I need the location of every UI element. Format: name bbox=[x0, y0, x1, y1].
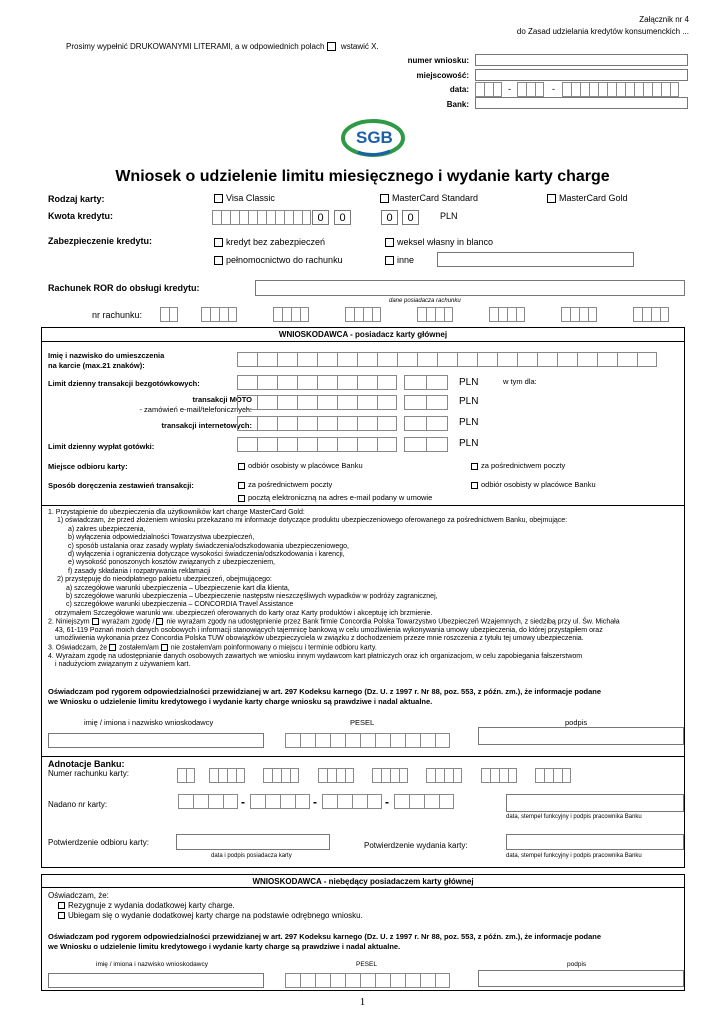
place-field[interactable] bbox=[475, 69, 688, 81]
account-field-5[interactable] bbox=[417, 307, 453, 322]
section-extra-divider bbox=[41, 887, 685, 888]
card-account-field-7[interactable] bbox=[481, 768, 517, 783]
legal-line: a) zakres ubezpieczenia, bbox=[68, 525, 146, 533]
card-no-field-3[interactable] bbox=[322, 794, 382, 809]
security-option-promissory[interactable] bbox=[385, 237, 493, 247]
pickup-option-post-label: za pośrednictwem poczty bbox=[481, 461, 566, 470]
legal-line: i nadużyciom związanym z używaniem kart. bbox=[55, 661, 191, 668]
legal-line: 43, 61-119 Poznań moich danych osobowych i informacji stanowiących tajemnicę bankową w celu umożliwienia wykonywania umowy ubezpieczenia, do której przystąpiłem oraz bbox=[55, 627, 603, 635]
extra-declare-label: Oświadczam, że: bbox=[48, 891, 109, 900]
receipt-field[interactable] bbox=[176, 834, 330, 850]
card-no-dash-1: - bbox=[241, 795, 245, 809]
extra-name-label: imię / imiona i nazwisko wnioskodawcy bbox=[96, 961, 208, 968]
name-on-card-label bbox=[48, 351, 164, 371]
legal-line: 1) oświadczam, że przed złożeniem wniosku przekazano mi informacje dotyczące produktu ubezpieczeniowego oferowanego za pośrednictwem Banku, obejmujące: bbox=[57, 517, 568, 525]
extra-pesel-field[interactable] bbox=[285, 973, 450, 988]
cashless-limit-label: Limit dzienny transakcji bezgotówkowych: bbox=[48, 379, 200, 388]
name-on-card-field[interactable] bbox=[237, 352, 657, 367]
checkbox-icon[interactable] bbox=[214, 194, 223, 203]
extra-option-resign[interactable] bbox=[58, 901, 235, 910]
account-field-1[interactable] bbox=[160, 307, 178, 322]
bank-label: Bank: bbox=[446, 100, 469, 109]
card-account-field-2[interactable] bbox=[209, 768, 245, 783]
statement-option-branch-label: odbiór osobisty w placówce Banku bbox=[481, 480, 596, 489]
credit-currency: PLN bbox=[440, 211, 458, 221]
date-year-field[interactable] bbox=[562, 82, 679, 97]
attachment-note bbox=[517, 14, 689, 38]
consent-line-1 bbox=[48, 618, 688, 627]
informed-yes-checkbox[interactable] bbox=[109, 644, 116, 651]
security-option-poa[interactable] bbox=[214, 255, 343, 265]
checkbox-icon[interactable] bbox=[385, 238, 394, 247]
issue-conf-field[interactable] bbox=[506, 834, 684, 850]
date-label: data: bbox=[449, 85, 469, 94]
card-option-mc-standard-label: MasterCard Standard bbox=[392, 193, 479, 203]
moto-label bbox=[48, 395, 252, 415]
checkbox-icon[interactable] bbox=[380, 194, 389, 203]
checkbox-icon[interactable] bbox=[471, 463, 478, 470]
extra-name-field[interactable] bbox=[48, 973, 264, 988]
account-field-8[interactable] bbox=[633, 307, 669, 322]
card-no-field-4[interactable] bbox=[394, 794, 454, 809]
checkbox-icon[interactable] bbox=[238, 482, 245, 489]
legal-line: c) szczegółowe warunki ubezpieczenia – CONCORDIA Travel Assistance bbox=[66, 601, 294, 609]
sign-name-label: imię / imiona i nazwisko wnioskodawcy bbox=[84, 718, 214, 727]
checkbox-icon[interactable] bbox=[238, 495, 245, 502]
consent-no-label: nie wyrażam zgody na udostępnienie przez Bank firmie Concordia Polska Towarzystwo Ubezpieczeń Wzajemnych, z siedzibą przy ul. Św. Michała bbox=[166, 618, 620, 626]
consent-prefix: 2. Niniejszym bbox=[48, 618, 90, 626]
attachment-line1: Załącznik nr 4 bbox=[639, 15, 689, 24]
place-label: miejscowość: bbox=[416, 71, 469, 80]
internet-limit-field-2[interactable] bbox=[404, 416, 448, 431]
amount-zero-1: 0 bbox=[312, 210, 329, 225]
extra-option-resign-label: Rezygnuje z wydania dodatkowej karty charge. bbox=[68, 901, 235, 910]
holder-sig-caption: data i podpis posiadacza karty bbox=[211, 853, 292, 859]
cash-limit-field[interactable] bbox=[237, 437, 397, 452]
incl-label: w tym dla: bbox=[503, 377, 537, 386]
declaration-line: we Wniosku o udzielenie limitu kredytowego i wydanie karty charge wniosku są prawdziwe i nadal aktualne. bbox=[48, 697, 433, 706]
credit-amount-field[interactable] bbox=[212, 210, 311, 225]
card-option-mc-gold-label: MasterCard Gold bbox=[559, 193, 628, 203]
card-account-field-6[interactable] bbox=[426, 768, 462, 783]
date-sep-1: - bbox=[508, 84, 511, 94]
extra-option-apply-label: Ubiegam się o wydanie dodatkowej karty charge na podstawie odrębnego wniosku. bbox=[68, 911, 363, 920]
moto-label-l2: - zamówień e-mail/telefonicznych: bbox=[139, 405, 252, 414]
security-other-field[interactable] bbox=[437, 252, 634, 267]
attachment-line2: do Zasad udzielania kredytów konsumenckich ... bbox=[516, 27, 689, 36]
legal-line: 1. Przystąpienie do ubezpieczenia dla użytkowników kart charge MasterCard Gold: bbox=[48, 509, 305, 516]
informed-no-checkbox[interactable] bbox=[161, 644, 168, 651]
card-option-mc-standard[interactable] bbox=[380, 193, 478, 203]
card-account-field-8[interactable] bbox=[535, 768, 571, 783]
card-option-mc-gold[interactable] bbox=[547, 193, 628, 203]
extra-option-apply[interactable] bbox=[58, 911, 363, 920]
card-option-visa-label: Visa Classic bbox=[226, 193, 275, 203]
card-account-field-4[interactable] bbox=[318, 768, 354, 783]
statement-label: Sposób doręczenia zestawień transakcji: bbox=[48, 481, 194, 490]
instruction bbox=[66, 42, 379, 51]
date-month-field[interactable] bbox=[517, 82, 544, 97]
ror-owner-caption: dane posiadacza rachunku bbox=[389, 298, 461, 304]
card-no-field-1[interactable] bbox=[178, 794, 238, 809]
insurance-block bbox=[48, 509, 688, 669]
date-sep-2: - bbox=[552, 84, 555, 94]
declaration-main bbox=[48, 687, 688, 707]
credit-amount-label: Kwota kredytu: bbox=[48, 211, 114, 221]
pickup-option-branch[interactable] bbox=[238, 461, 363, 470]
security-option-none-label: kredyt bez zabezpieczeń bbox=[226, 237, 326, 247]
bank-field[interactable] bbox=[475, 97, 688, 109]
security-option-poa-label: pełnomocnictwo do rachunku bbox=[226, 255, 343, 265]
statement-option-email-label: pocztą elektroniczną na adres e-mail podany w umowie bbox=[248, 493, 433, 502]
account-field-6[interactable] bbox=[489, 307, 525, 322]
account-field-3[interactable] bbox=[273, 307, 309, 322]
account-field-2[interactable] bbox=[201, 307, 237, 322]
request-no-label: numer wniosku: bbox=[407, 56, 469, 65]
card-account-field-3[interactable] bbox=[263, 768, 299, 783]
cashless-limit-field[interactable] bbox=[237, 375, 397, 390]
declaration-line: Oświadczam pod rygorem odpowiedzialności przewidzianej w art. 297 Kodeksu karnego (Dz. U. z 1997 r. Nr 88, poz. 553, z późn. zm.), że informacje podane bbox=[48, 932, 602, 941]
cash-limit-field-2[interactable] bbox=[404, 437, 448, 452]
legal-line: otrzymałem Szczegółowe warunki ww. ubezpieczeń oferowanych do karty oraz Karty produktów i akceptuję ich brzmienie. bbox=[55, 609, 433, 617]
checkbox-icon[interactable] bbox=[547, 194, 556, 203]
security-option-other[interactable] bbox=[385, 255, 414, 265]
legal-line: 2) przystępuję do nieodpłatnego pakietu ubezpieczeń, obejmującego: bbox=[57, 576, 272, 584]
sign-name-field[interactable] bbox=[48, 733, 264, 748]
pickup-label: Miejsce odbioru karty: bbox=[48, 462, 128, 471]
cash-limit-label: Limit dzienny wypłat gotówki: bbox=[48, 442, 155, 451]
amount-zero-2: 0 bbox=[334, 210, 351, 225]
moto-label-l1: transakcji MOTO bbox=[192, 395, 252, 404]
cashless-limit-field-2[interactable] bbox=[404, 375, 448, 390]
card-no-field-2[interactable] bbox=[250, 794, 310, 809]
declaration-line: we Wniosku o udzielenie limitu kredytowego i wydanie karty charge są prawdziwe i nadal aktualne. bbox=[48, 942, 401, 951]
statement-option-branch[interactable] bbox=[471, 480, 596, 489]
request-no-field[interactable] bbox=[475, 54, 688, 66]
informed-no-label: nie zostałem/am poinformowany o miejscu i terminie odbioru karty. bbox=[170, 644, 377, 652]
card-account-field-1[interactable] bbox=[177, 768, 195, 783]
card-no-stamp-caption: data, stempel funkcyjny i podpis pracownika Banku bbox=[506, 814, 642, 820]
internet-label: transakcji internetowych: bbox=[161, 421, 252, 430]
statement-option-email[interactable] bbox=[238, 493, 432, 502]
checkbox-icon[interactable] bbox=[58, 902, 65, 909]
legal-line: d) wyłączenia i ograniczenia dotyczące wysokości świadczenia/odszkodowania i karencji, bbox=[68, 551, 345, 559]
account-field-7[interactable] bbox=[561, 307, 597, 322]
bank-notes-divider bbox=[41, 756, 685, 757]
bank-notes-title: Adnotacje Banku: bbox=[48, 759, 125, 769]
legal-line: c) sposób ustalania oraz zasady wypłaty świadczenia/odszkodowania ubezpieczeniowego, bbox=[68, 542, 349, 550]
date-day-field[interactable] bbox=[475, 82, 502, 97]
card-option-visa[interactable] bbox=[214, 193, 275, 203]
checkbox-icon[interactable] bbox=[471, 482, 478, 489]
ror-label: Rachunek ROR do obsługi kredytu: bbox=[48, 283, 200, 293]
ror-owner-field[interactable] bbox=[255, 280, 685, 296]
security-label: Zabezpieczenie kredytu: bbox=[48, 236, 153, 246]
sign-pesel-field[interactable] bbox=[285, 733, 450, 748]
issue-stamp-caption: data, stempel funkcyjny i podpis pracownika Banku bbox=[506, 853, 642, 859]
checkbox-icon[interactable] bbox=[58, 912, 65, 919]
checkbox-icon[interactable] bbox=[385, 256, 394, 265]
name-on-card-label-l1: Imię i nazwisko do umieszczenia bbox=[48, 351, 165, 360]
security-option-none[interactable] bbox=[214, 237, 325, 247]
checkbox-icon[interactable] bbox=[214, 238, 223, 247]
account-label: nr rachunku: bbox=[92, 310, 143, 320]
instruction-pre: Prosimy wypełnić DRUKOWANYMI LITERAMI, a w odpowiednich polach bbox=[66, 42, 325, 51]
checkbox-icon[interactable] bbox=[214, 256, 223, 265]
extra-declaration bbox=[48, 932, 688, 952]
legal-line: f) zasady składania i rozpatrywania reklamacji bbox=[68, 567, 211, 575]
receipt-label: Potwierdzenie odbioru karty: bbox=[48, 838, 149, 847]
statement-option-post[interactable] bbox=[238, 480, 332, 489]
legal-line: b) wyłączenia odpowiedzialności Towarzystwa ubezpieczeń, bbox=[68, 534, 255, 542]
card-account-field-5[interactable] bbox=[372, 768, 408, 783]
card-no-dash-2: - bbox=[313, 795, 317, 809]
section-main-title: WNIOSKODAWCA - posiadacz karty głównej bbox=[278, 330, 448, 339]
cashless-currency: PLN bbox=[459, 377, 479, 388]
extra-pesel-label: PESEL bbox=[356, 961, 377, 968]
page-title: Wniosek o udzielenie limitu miesięcznego i wydanie karty charge bbox=[115, 168, 610, 185]
issue-conf-label: Potwierdzenie wydania karty: bbox=[364, 841, 468, 850]
moto-currency: PLN bbox=[459, 396, 479, 407]
consent-no-checkbox[interactable] bbox=[156, 618, 163, 625]
card-account-label: Numer rachunku karty: bbox=[48, 769, 129, 778]
statement-divider bbox=[41, 505, 685, 506]
sign-signature-label: podpis bbox=[565, 718, 588, 727]
extra-signature-label: podpis bbox=[567, 961, 587, 968]
legal-line: 4. Wyrażam zgodę na udostępnianie danych osobowych zawartych we wniosku innym wydawcom kart płatniczych oraz ich organizacjom, w celu zapobiegania fałszerstwom bbox=[48, 652, 583, 660]
sgb-logo bbox=[340, 118, 406, 158]
card-no-label: Nadano nr karty: bbox=[48, 800, 108, 809]
pickup-option-branch-label: odbiór osobisty w placówce Banku bbox=[248, 461, 363, 470]
extra-signature-field[interactable] bbox=[478, 970, 684, 987]
security-option-promissory-label: weksel własny in blanco bbox=[397, 237, 494, 247]
internet-currency: PLN bbox=[459, 417, 479, 428]
amount-zero-3: 0 bbox=[381, 210, 398, 225]
legal-line: umożliwienia wykonania przez Concordia Polska TUW obowiązków ubezpieczyciela w związku z dochodzeniem przeze mnie roszczenia z tytułu tej umowy ubezpieczenia. bbox=[55, 635, 584, 643]
section-main-divider bbox=[41, 341, 685, 342]
consent-yes-checkbox[interactable] bbox=[92, 618, 99, 625]
account-field-4[interactable] bbox=[345, 307, 381, 322]
section-extra-title: WNIOSKODAWCA - niebędący posiadaczem karty głównej bbox=[252, 877, 474, 886]
consent-yes-label: wyrażam zgodę / bbox=[101, 618, 155, 626]
cash-currency: PLN bbox=[459, 438, 479, 449]
security-option-other-label: inne bbox=[397, 255, 415, 265]
moto-limit-field-2[interactable] bbox=[404, 395, 448, 410]
informed-line bbox=[48, 644, 688, 653]
informed-prefix: 3. Oświadczam, że bbox=[48, 644, 108, 652]
name-on-card-label-l2: na karcie (max.21 znaków): bbox=[48, 361, 145, 370]
legal-line: b) szczegółowe warunki ubezpieczenia – Ubezpieczenie następstw nieszczęśliwych wypadków w podróży zagranicznej, bbox=[66, 593, 438, 601]
page-number: 1 bbox=[359, 996, 366, 1008]
card-no-stamp-field[interactable] bbox=[506, 794, 684, 812]
checkbox-icon[interactable] bbox=[238, 463, 245, 470]
legal-line: e) wysokość ponoszonych kosztów związanych z ubezpieczeniem, bbox=[68, 559, 275, 567]
internet-limit-field[interactable] bbox=[237, 416, 397, 431]
instruction-post: wstawić X. bbox=[340, 42, 379, 51]
checkbox-sample-icon bbox=[327, 42, 336, 51]
legal-line: a) szczegółowe warunki ubezpieczenia – Ubezpieczenie kart dla klienta, bbox=[66, 584, 290, 592]
sign-signature-field[interactable] bbox=[478, 727, 684, 745]
declaration-line: Oświadczam pod rygorem odpowiedzialności przewidzianej w art. 297 Kodeksu karnego (Dz. U. z 1997 r. Nr 88, poz. 553, z późn. zm.), że informacje podane bbox=[48, 687, 602, 696]
informed-yes-label: zostałem/am bbox=[119, 644, 159, 652]
statement-option-post-label: za pośrednictwem poczty bbox=[248, 480, 333, 489]
card-type-label: Rodzaj karty: bbox=[48, 194, 105, 204]
sgb-logo-text: SGB bbox=[356, 128, 393, 147]
sign-pesel-label: PESEL bbox=[350, 718, 375, 727]
card-no-dash-3: - bbox=[385, 795, 389, 809]
moto-limit-field[interactable] bbox=[237, 395, 397, 410]
amount-zero-4: 0 bbox=[402, 210, 419, 225]
pickup-option-post[interactable] bbox=[471, 461, 565, 470]
